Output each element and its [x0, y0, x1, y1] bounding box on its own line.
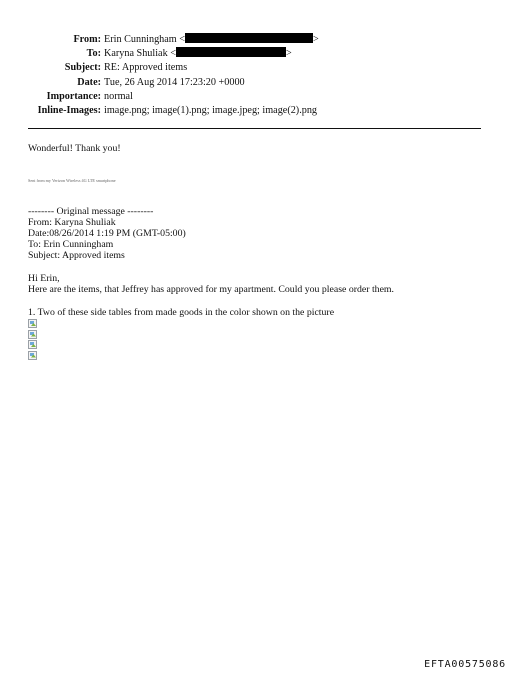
- document-id: EFTA00575086: [424, 659, 506, 670]
- header-to-row: [0, 47, 330, 61]
- inline-images: [28, 319, 37, 361]
- header-inline-images-label: Inline-Images:: [37, 104, 101, 116]
- broken-image-icon: [28, 330, 37, 339]
- original-item-1: 1. Two of these side tables from made goods in the color shown on the picture: [28, 307, 335, 318]
- header-subject-label: Subject:: [64, 62, 101, 74]
- original-from: From: Karyna Shuliak: [28, 217, 116, 228]
- redaction-box: [176, 47, 286, 57]
- header-to-label: To:: [86, 48, 101, 60]
- header-subject-value: RE: Approved items: [104, 62, 188, 74]
- redaction-box: [185, 33, 313, 43]
- header-from-row: [0, 33, 330, 47]
- email-header: [0, 33, 330, 118]
- header-date-label: Date:: [77, 76, 101, 88]
- header-from-value: Erin Cunningham < >: [104, 34, 319, 45]
- broken-image-icon: [28, 340, 37, 349]
- original-date: Date:08/26/2014 1:19 PM (GMT-05:00): [28, 228, 186, 239]
- original-to: To: Erin Cunningham: [28, 239, 114, 250]
- header-divider: [28, 128, 481, 129]
- header-subject-row: [0, 61, 330, 75]
- original-greeting: Hi Erin,: [28, 273, 60, 284]
- header-from-label: From:: [73, 34, 101, 45]
- header-inline-images-value: image.png; image(1).png; image.jpeg; image(2).png: [104, 104, 318, 116]
- header-importance-label: Importance:: [46, 90, 101, 102]
- header-importance-row: [0, 90, 330, 104]
- broken-image-icon: [28, 319, 37, 328]
- original-separator: -------- Original message --------: [28, 206, 154, 217]
- original-body-line: Here are the items, that Jeffrey has approved for my apartment. Could you please order them.: [28, 284, 394, 295]
- broken-image-icon: [28, 351, 37, 360]
- header-importance-value: normal: [104, 90, 133, 102]
- header-date-row: [0, 76, 330, 90]
- reply-signature: Sent from my Verizon Wireless 4G LTE smartphone: [28, 178, 116, 183]
- header-date-value: Tue, 26 Aug 2014 17:23:20 +0000: [104, 76, 245, 88]
- reply-text: Wonderful! Thank you!: [28, 143, 121, 154]
- header-inline-images-row: [0, 104, 330, 118]
- original-subject: Subject: Approved items: [28, 250, 125, 261]
- header-to-value: Karyna Shuliak < >: [104, 48, 292, 60]
